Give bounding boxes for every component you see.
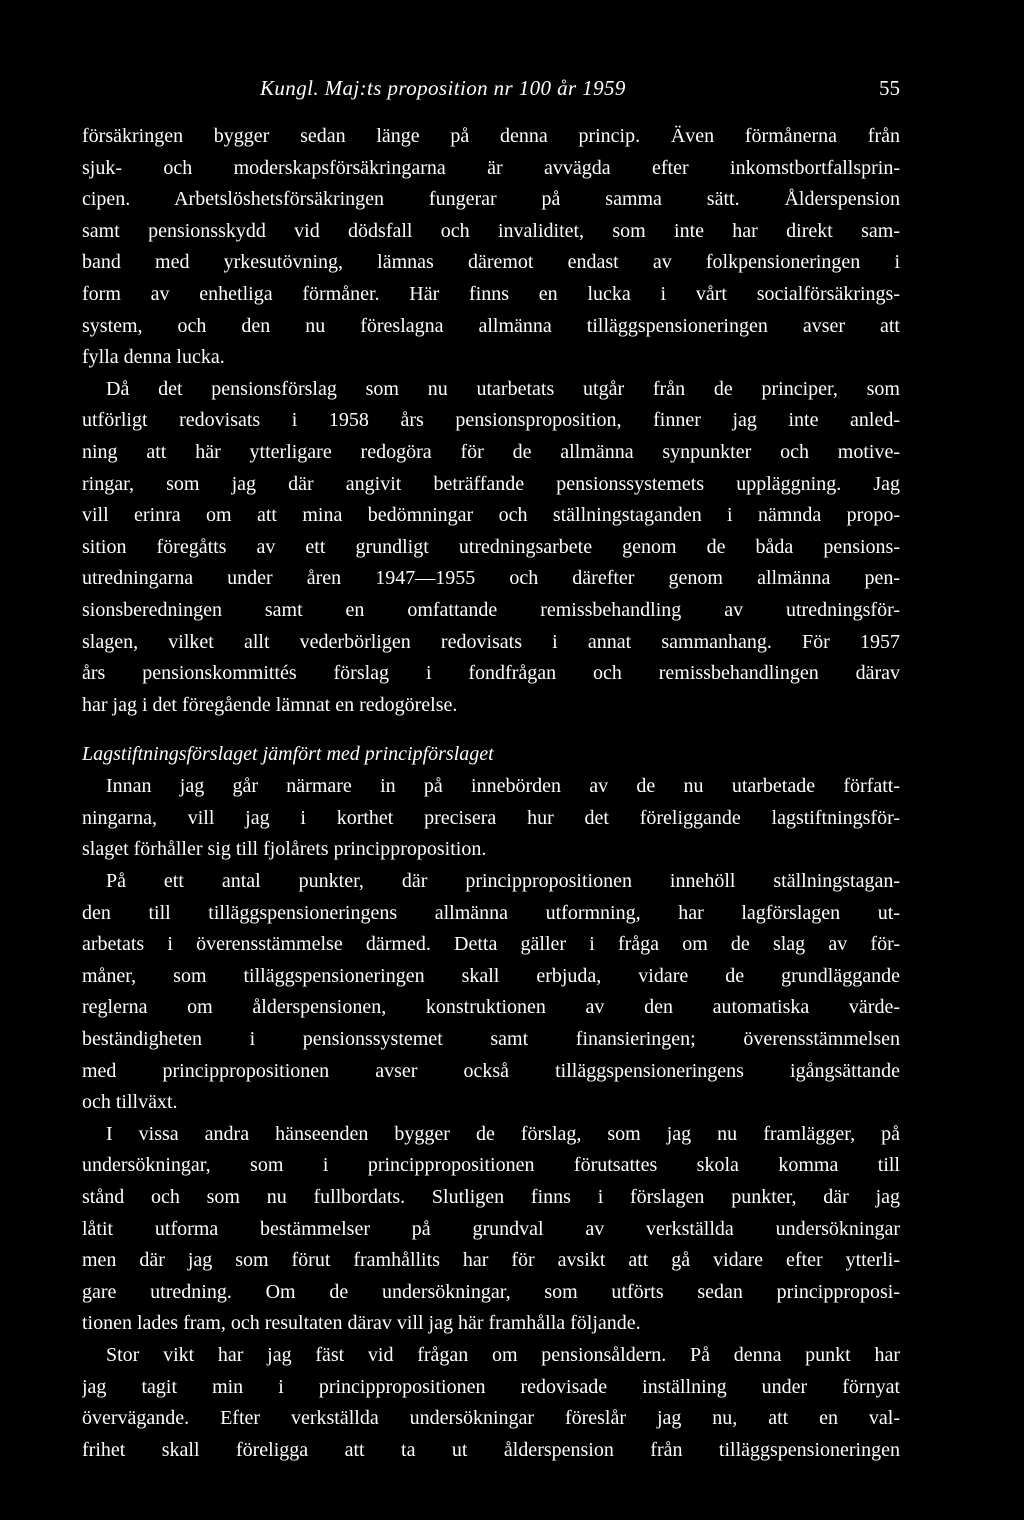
running-title: Kungl. Maj:ts proposition nr 100 år 1959 <box>260 76 626 100</box>
text-line: fylla denna lucka. <box>82 346 225 369</box>
text-line: och tillväxt. <box>82 1091 178 1114</box>
text-line: vill erinra om att mina bedömningar och ställningstaganden i nämnda propo- <box>82 504 900 527</box>
text-line: reglerna om ålderspensionen, konstruktionen av den automatiska värde- <box>82 996 900 1019</box>
text-line: tionen lades fram, och resultaten därav vill jag här framhålla följande. <box>82 1312 641 1335</box>
text-line: års pensionskommittés förslag i fondfrågan och remissbehandlingen därav <box>82 662 900 685</box>
text-line: cipen. Arbetslöshetsförsäkringen fungerar på samma sätt. Ålderspension <box>82 188 900 211</box>
text-line: system, och den nu föreslagna allmänna tilläggspensioneringen avser att <box>82 314 900 337</box>
paragraph <box>82 866 900 1119</box>
paragraph <box>82 771 900 866</box>
text-line: jag tagit min i princippropositionen redovisade inställning under förnyat <box>82 1375 900 1398</box>
text-line: övervägande. Efter verkställda undersökningar föreslår jag nu, att en val- <box>82 1407 900 1430</box>
paragraph <box>82 121 900 374</box>
text-line: utredningarna under åren 1947—1955 och därefter genom allmänna pen- <box>82 567 900 590</box>
text-line: form av enhetliga förmåner. Här finns en lucka i vårt socialförsäkrings- <box>82 282 900 305</box>
text-line: slagen, vilket allt vederbörligen redovisats i annat sammanhang. För 1957 <box>82 630 900 653</box>
text-line: samt pensionsskydd vid dödsfall och invaliditet, som inte har direkt sam- <box>82 219 900 242</box>
text-line: frihet skall föreligga att ta ut ålderspension från tilläggspensioneringen <box>82 1438 900 1461</box>
page-number: 55 <box>879 76 900 100</box>
text-line: sionsberedningen samt en omfattande remissbehandling av utredningsför- <box>82 598 900 621</box>
text-line: ning att här ytterligare redogöra för de allmänna synpunkter och motive- <box>82 440 900 463</box>
text-line: Stor vikt har jag fäst vid frågan om pensionsåldern. På denna punkt har <box>106 1343 900 1366</box>
section-heading: Lagstiftningsförslaget jämfört med principförslaget <box>82 743 494 766</box>
text-line: ringar, som jag där angivit beträffande pensionssystemets uppläggning. Jag <box>82 472 900 495</box>
paragraph <box>82 1119 900 1340</box>
text-line: Innan jag går närmare in på innebörden av de nu utarbetade författ- <box>106 775 900 798</box>
text-line: måner, som tilläggspensioneringen skall erbjuda, vidare de grundläggande <box>82 964 900 987</box>
text-line: slaget förhåller sig till fjolårets principproposition. <box>82 838 487 861</box>
text-line: beständigheten i pensionssystemet samt finansieringen; överensstämmelsen <box>82 1028 900 1051</box>
text-line: försäkringen bygger sedan länge på denna princip. Även förmånerna från <box>82 125 900 147</box>
text-line: med princippropositionen avser också tilläggspensioneringens igångsättande <box>82 1059 900 1082</box>
text-line: I vissa andra hänseenden bygger de förslag, som jag nu framlägger, på <box>106 1122 900 1145</box>
text-line: har jag i det föregående lämnat en redogörelse. <box>82 693 458 716</box>
text-line: den till tilläggspensioneringens allmänna utformning, har lagförslagen ut- <box>82 901 900 924</box>
text-line: utförligt redovisats i 1958 års pensionsproposition, finner jag inte anled- <box>82 409 900 432</box>
text-line: arbetats i överensstämmelse därmed. Detta gäller i fråga om de slag av för- <box>82 933 900 956</box>
text-line: band med yrkesutövning, lämnas däremot endast av folkpensioneringen i <box>82 251 900 274</box>
text-line: ningarna, vill jag i korthet precisera hur det föreliggande lagstiftningsför- <box>82 806 900 829</box>
text-line: sjuk- och moderskapsförsäkringarna är avvägda efter inkomstbortfallsprin- <box>82 156 900 179</box>
text-line: men där jag som förut framhållits har för avsikt att gå vidare efter ytterli- <box>82 1249 900 1272</box>
text-line: Då det pensionsförslag som nu utarbetats utgår från de principer, som <box>106 377 900 400</box>
page-header <box>82 76 900 106</box>
paragraph <box>82 374 900 722</box>
paragraph <box>82 1340 900 1466</box>
text-line: sition föregåtts av ett grundligt utredningsarbete genom de båda pensions- <box>82 535 900 558</box>
text-line: På ett antal punkter, där princippropositionen innehöll ställningstagan- <box>106 870 900 893</box>
text-line: gare utredning. Om de undersökningar, som utförts sedan principproposi- <box>82 1280 900 1303</box>
body-text <box>82 121 900 1466</box>
text-line: undersökningar, som i princippropositionen förutsattes skola komma till <box>82 1154 900 1177</box>
text-line: låtit utforma bestämmelser på grundval av verkställda undersökningar <box>82 1217 900 1240</box>
text-line: stånd och som nu fullbordats. Slutligen finns i förslagen punkter, där jag <box>82 1186 900 1208</box>
